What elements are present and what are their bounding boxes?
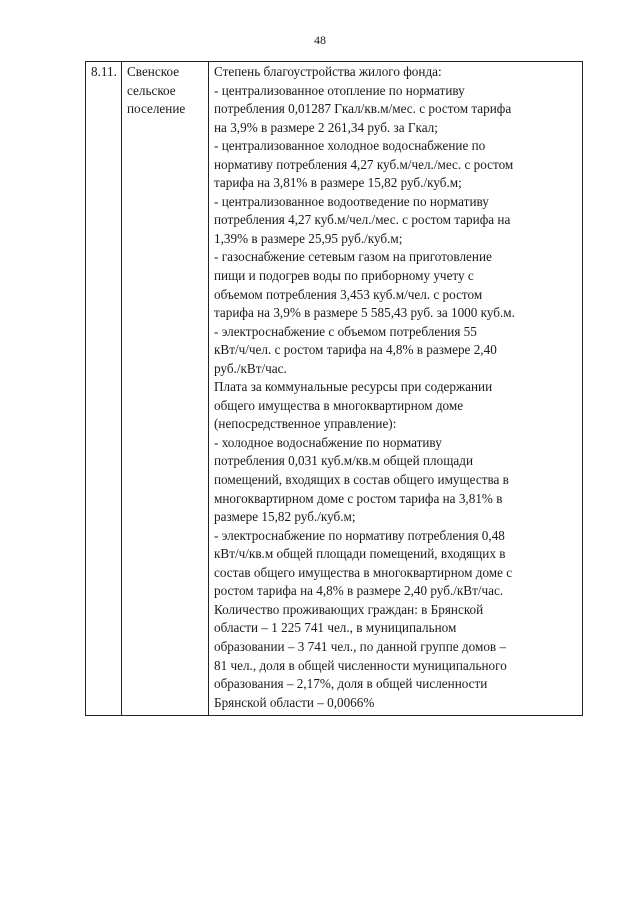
- description-line: кВт/ч/кв.м общей площади помещений, входящих в: [214, 546, 506, 562]
- settlement-name-line: поселение: [127, 101, 186, 117]
- description-line: образовании – 3 741 чел., по данной группе домов –: [214, 638, 507, 654]
- description-line: Степень благоустройства жилого фонда:: [214, 64, 442, 79]
- row-number-cell: [86, 62, 122, 716]
- description-line: - холодное водоснабжение по нормативу: [214, 434, 442, 450]
- description-line: тарифа на 3,9% в размере 5 585,43 руб. за 1000 куб.м.: [214, 305, 515, 321]
- description-line: - централизованное водоотведение по нормативу: [214, 193, 489, 209]
- description-line: - электроснабжение с объемом потребления 55: [214, 323, 477, 339]
- description-line: размере 15,82 руб./куб.м;: [214, 509, 356, 525]
- page-number: 48: [314, 33, 326, 47]
- description-line: пищи и подогрев воды по приборному учету с: [214, 268, 474, 284]
- description-line: 81 чел., доля в общей численности муниципального: [214, 657, 507, 673]
- description-line: тарифа на 3,81% в размере 15,82 руб./куб.м;: [214, 175, 462, 191]
- description-line: Количество проживающих граждан: в Брянской: [214, 601, 484, 617]
- table-row: [86, 62, 583, 716]
- description-cell: [209, 62, 583, 716]
- description-line: общего имущества в многоквартирном доме: [214, 397, 464, 413]
- description-line: 1,39% в размере 25,95 руб./куб.м;: [214, 230, 403, 246]
- settlement-name-line: Свенское: [127, 64, 180, 79]
- description-line: состав общего имущества в многоквартирном доме с: [214, 564, 513, 580]
- settlement-name-cell: [122, 62, 209, 716]
- row-number: 8.11.: [91, 64, 117, 79]
- description-line: - газоснабжение сетевым газом на приготовление: [214, 249, 492, 265]
- description-line: потребления 0,031 куб.м/кв.м общей площади: [214, 453, 474, 469]
- description-line: помещений, входящих в состав общего имущества в: [214, 472, 509, 488]
- description-line: - электроснабжение по нормативу потребления 0,48: [214, 527, 505, 543]
- description-line: Брянской области – 0,0066%: [214, 694, 375, 710]
- description-line: многоквартирном доме с ростом тарифа на 3,81% в: [214, 490, 503, 506]
- description-line: ростом тарифа на 4,8% в размере 2,40 руб./кВт/час.: [214, 583, 504, 599]
- settlement-name-line: сельское: [127, 82, 176, 98]
- description-line: нормативу потребления 4,27 куб.м/чел./мес. с ростом: [214, 156, 514, 172]
- description-line: объемом потребления 3,453 куб.м/чел. с ростом: [214, 286, 483, 302]
- description-line: области – 1 225 741 чел., в муниципальном: [214, 620, 457, 636]
- description-line: - централизованное отопление по нормативу: [214, 82, 465, 98]
- description-line: потребления 4,27 куб.м/чел./мес. с ростом тарифа на: [214, 212, 511, 228]
- description-line: - централизованное холодное водоснабжение по: [214, 138, 486, 154]
- description-line: потребления 0,01287 Гкал/кв.м/мес. с ростом тарифа: [214, 101, 512, 117]
- description-line: кВт/ч/чел. с ростом тарифа на 4,8% в размере 2,40: [214, 342, 497, 358]
- description-line: (непосредственное управление):: [214, 416, 397, 432]
- description-line: руб./кВт/час.: [214, 360, 287, 376]
- description-line: Плата за коммунальные ресурсы при содержании: [214, 379, 493, 395]
- data-table: [85, 61, 583, 716]
- description-line: образования – 2,17%, доля в общей численности: [214, 676, 488, 692]
- description-line: на 3,9% в размере 2 261,34 руб. за Гкал;: [214, 119, 438, 135]
